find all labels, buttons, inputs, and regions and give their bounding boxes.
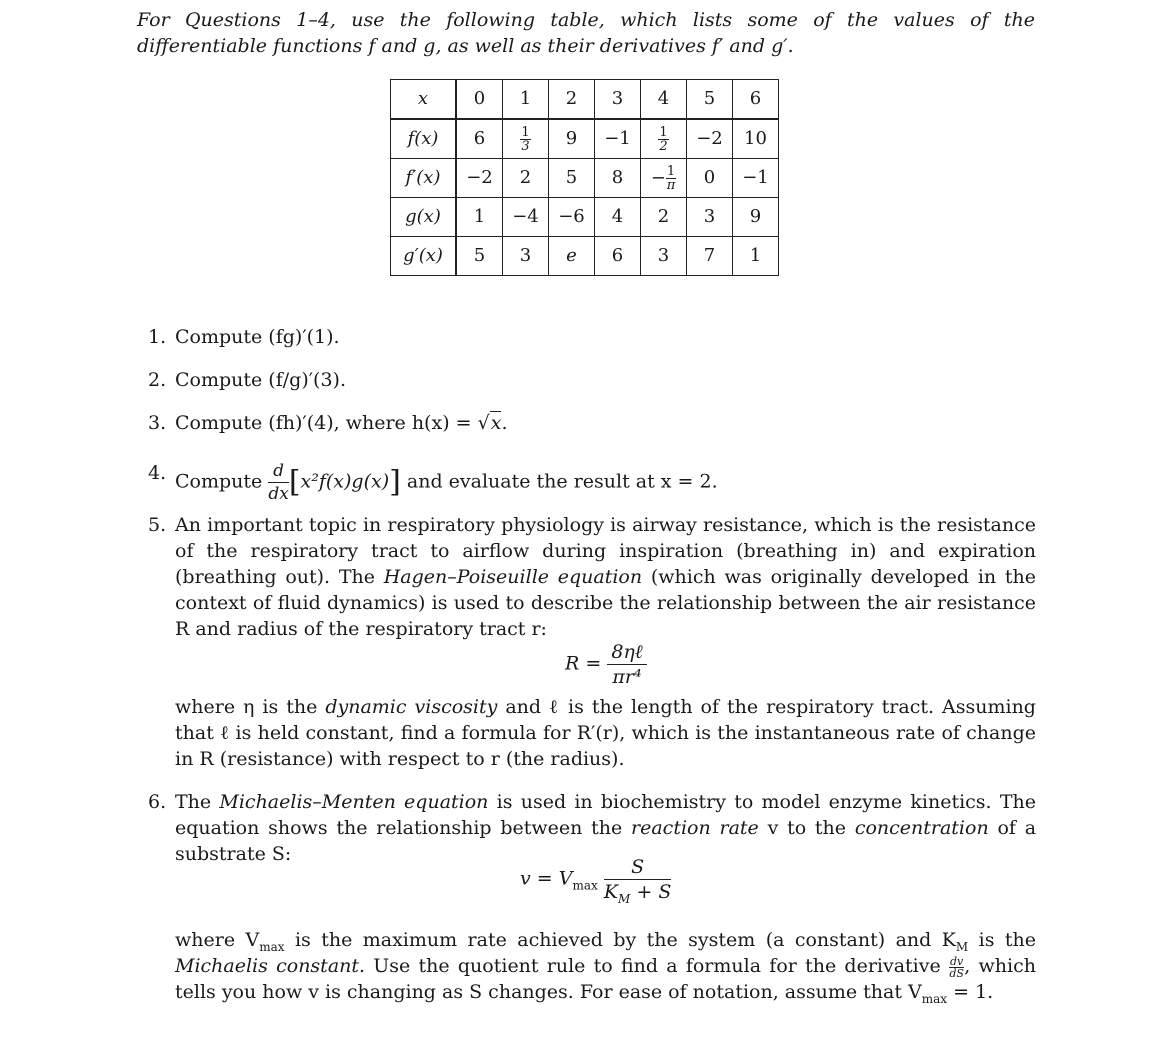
table-cell: 0 xyxy=(456,80,503,120)
fraction: $\frac{1}{3}$ xyxy=(521,124,530,154)
michaelis-menten-equation: $v = V_{max}$ $\frac{S}{K_M + S}$ xyxy=(520,856,672,906)
table-row xyxy=(391,80,779,120)
table-row xyxy=(391,119,779,159)
table-cell: 5 xyxy=(687,80,733,120)
intro-paragraph: For Questions 1–4, use the following table, which lists some of the values of the differentiable functions f and g, as well as their derivatives f′ and g′. xyxy=(137,9,1035,57)
question-1: 1. Compute (fg)′(1). xyxy=(148,326,340,348)
table-cell: −1 xyxy=(595,119,641,159)
table-row xyxy=(391,198,779,237)
row-label: g′(x) xyxy=(391,237,457,276)
table-cell: −1 xyxy=(733,159,779,198)
table-cell: −2 xyxy=(456,159,503,198)
table-cell: 4 xyxy=(595,198,641,237)
row-label: g(x) xyxy=(391,198,457,237)
table-cell: 9 xyxy=(733,198,779,237)
table-cell: − $\frac{1}{\pi}$ xyxy=(641,159,687,198)
dv-dS-fraction: $\frac{dv}{dS}$ xyxy=(949,954,964,980)
fraction: $\frac{1}{2}$ xyxy=(659,124,668,154)
hagen-poiseuille-equation: R = 8ηℓ πr⁴ xyxy=(565,640,647,689)
values-table xyxy=(390,79,779,276)
table-cell: e xyxy=(549,237,595,276)
table-cell: 2 xyxy=(549,80,595,120)
table-cell: 1 xyxy=(456,198,503,237)
table-cell xyxy=(503,119,549,159)
table-cell: 6 xyxy=(595,237,641,276)
table-cell: 6 xyxy=(733,80,779,120)
derivative-operator: $\frac{d}{dx}$ xyxy=(268,461,289,504)
row-label: x xyxy=(391,80,457,120)
table-cell: 0 xyxy=(687,159,733,198)
table-cell: 6 xyxy=(456,119,503,159)
question-6-continued: where $V_{max}$ is the maximum rate achieved by the system (a constant) and $K_M$ is the Michaelis constant. Use the quotient rule to find a formula for the derivative $\frac{dv}{dS}$ , which tells you how v is changing as S changes. For ease of notation, assume that $V_{max} = 1$. xyxy=(175,929,1036,1006)
table-cell: 5 xyxy=(549,159,595,198)
table-cell: 2 xyxy=(641,198,687,237)
row-label: f(x) xyxy=(391,119,457,159)
table-cell: −6 xyxy=(549,198,595,237)
table-cell xyxy=(641,119,687,159)
table-cell: 9 xyxy=(549,119,595,159)
question-5-continued: where η is the dynamic viscosity and ℓ is the length of the respiratory tract. Assuming that ℓ is held constant, find a formula for R′(r), which is the instantaneous rate of change in R (resistance) with respect to r (the radius). xyxy=(175,696,1036,770)
table-cell: 8 xyxy=(595,159,641,198)
question-5: 5. An important topic in respiratory physiology is airway resistance, which is the resistance of the respiratory tract to airflow during inspiration (breathing in) and expiration (breathing out). The Hagen–Poiseuille equation (which was originally developed in the context of fluid dynamics) is used to describe the relationship between the air resistance R and radius of the respiratory tract r: xyxy=(148,514,1036,640)
table-cell: 3 xyxy=(595,80,641,120)
fraction: $\frac{1}{\pi}$ xyxy=(666,163,676,193)
question-2: 2. Compute (f/g)′(3). xyxy=(148,369,346,391)
table-cell: 7 xyxy=(687,237,733,276)
row-label: f′(x) xyxy=(391,159,457,198)
question-3: 3. Compute (fh)′(4), where h(x) = √x. xyxy=(148,412,508,434)
table-cell: −4 xyxy=(503,198,549,237)
table-row xyxy=(391,159,779,198)
table-cell: 4 xyxy=(641,80,687,120)
table-cell: 1 xyxy=(503,80,549,120)
table-cell: −2 xyxy=(687,119,733,159)
table-cell: 2 xyxy=(503,159,549,198)
sqrt-expression: √x xyxy=(477,412,502,434)
table-cell: 3 xyxy=(503,237,549,276)
table-cell: 1 xyxy=(733,237,779,276)
table-cell: 5 xyxy=(456,237,503,276)
table-cell: 3 xyxy=(687,198,733,237)
question-6: 6. The Michaelis–Menten equation is used in biochemistry to model enzyme kinetics. The equation shows the relationship between the reaction rate v to the concentration of a substrate S: xyxy=(148,791,1037,865)
table-cell: 10 xyxy=(733,119,779,159)
question-4: 4. Compute $\frac{d}{dx}$ [x²f(x)g(x)] and evaluate the result at x = 2. xyxy=(148,461,718,504)
table-row xyxy=(391,237,779,276)
table-cell: 3 xyxy=(641,237,687,276)
